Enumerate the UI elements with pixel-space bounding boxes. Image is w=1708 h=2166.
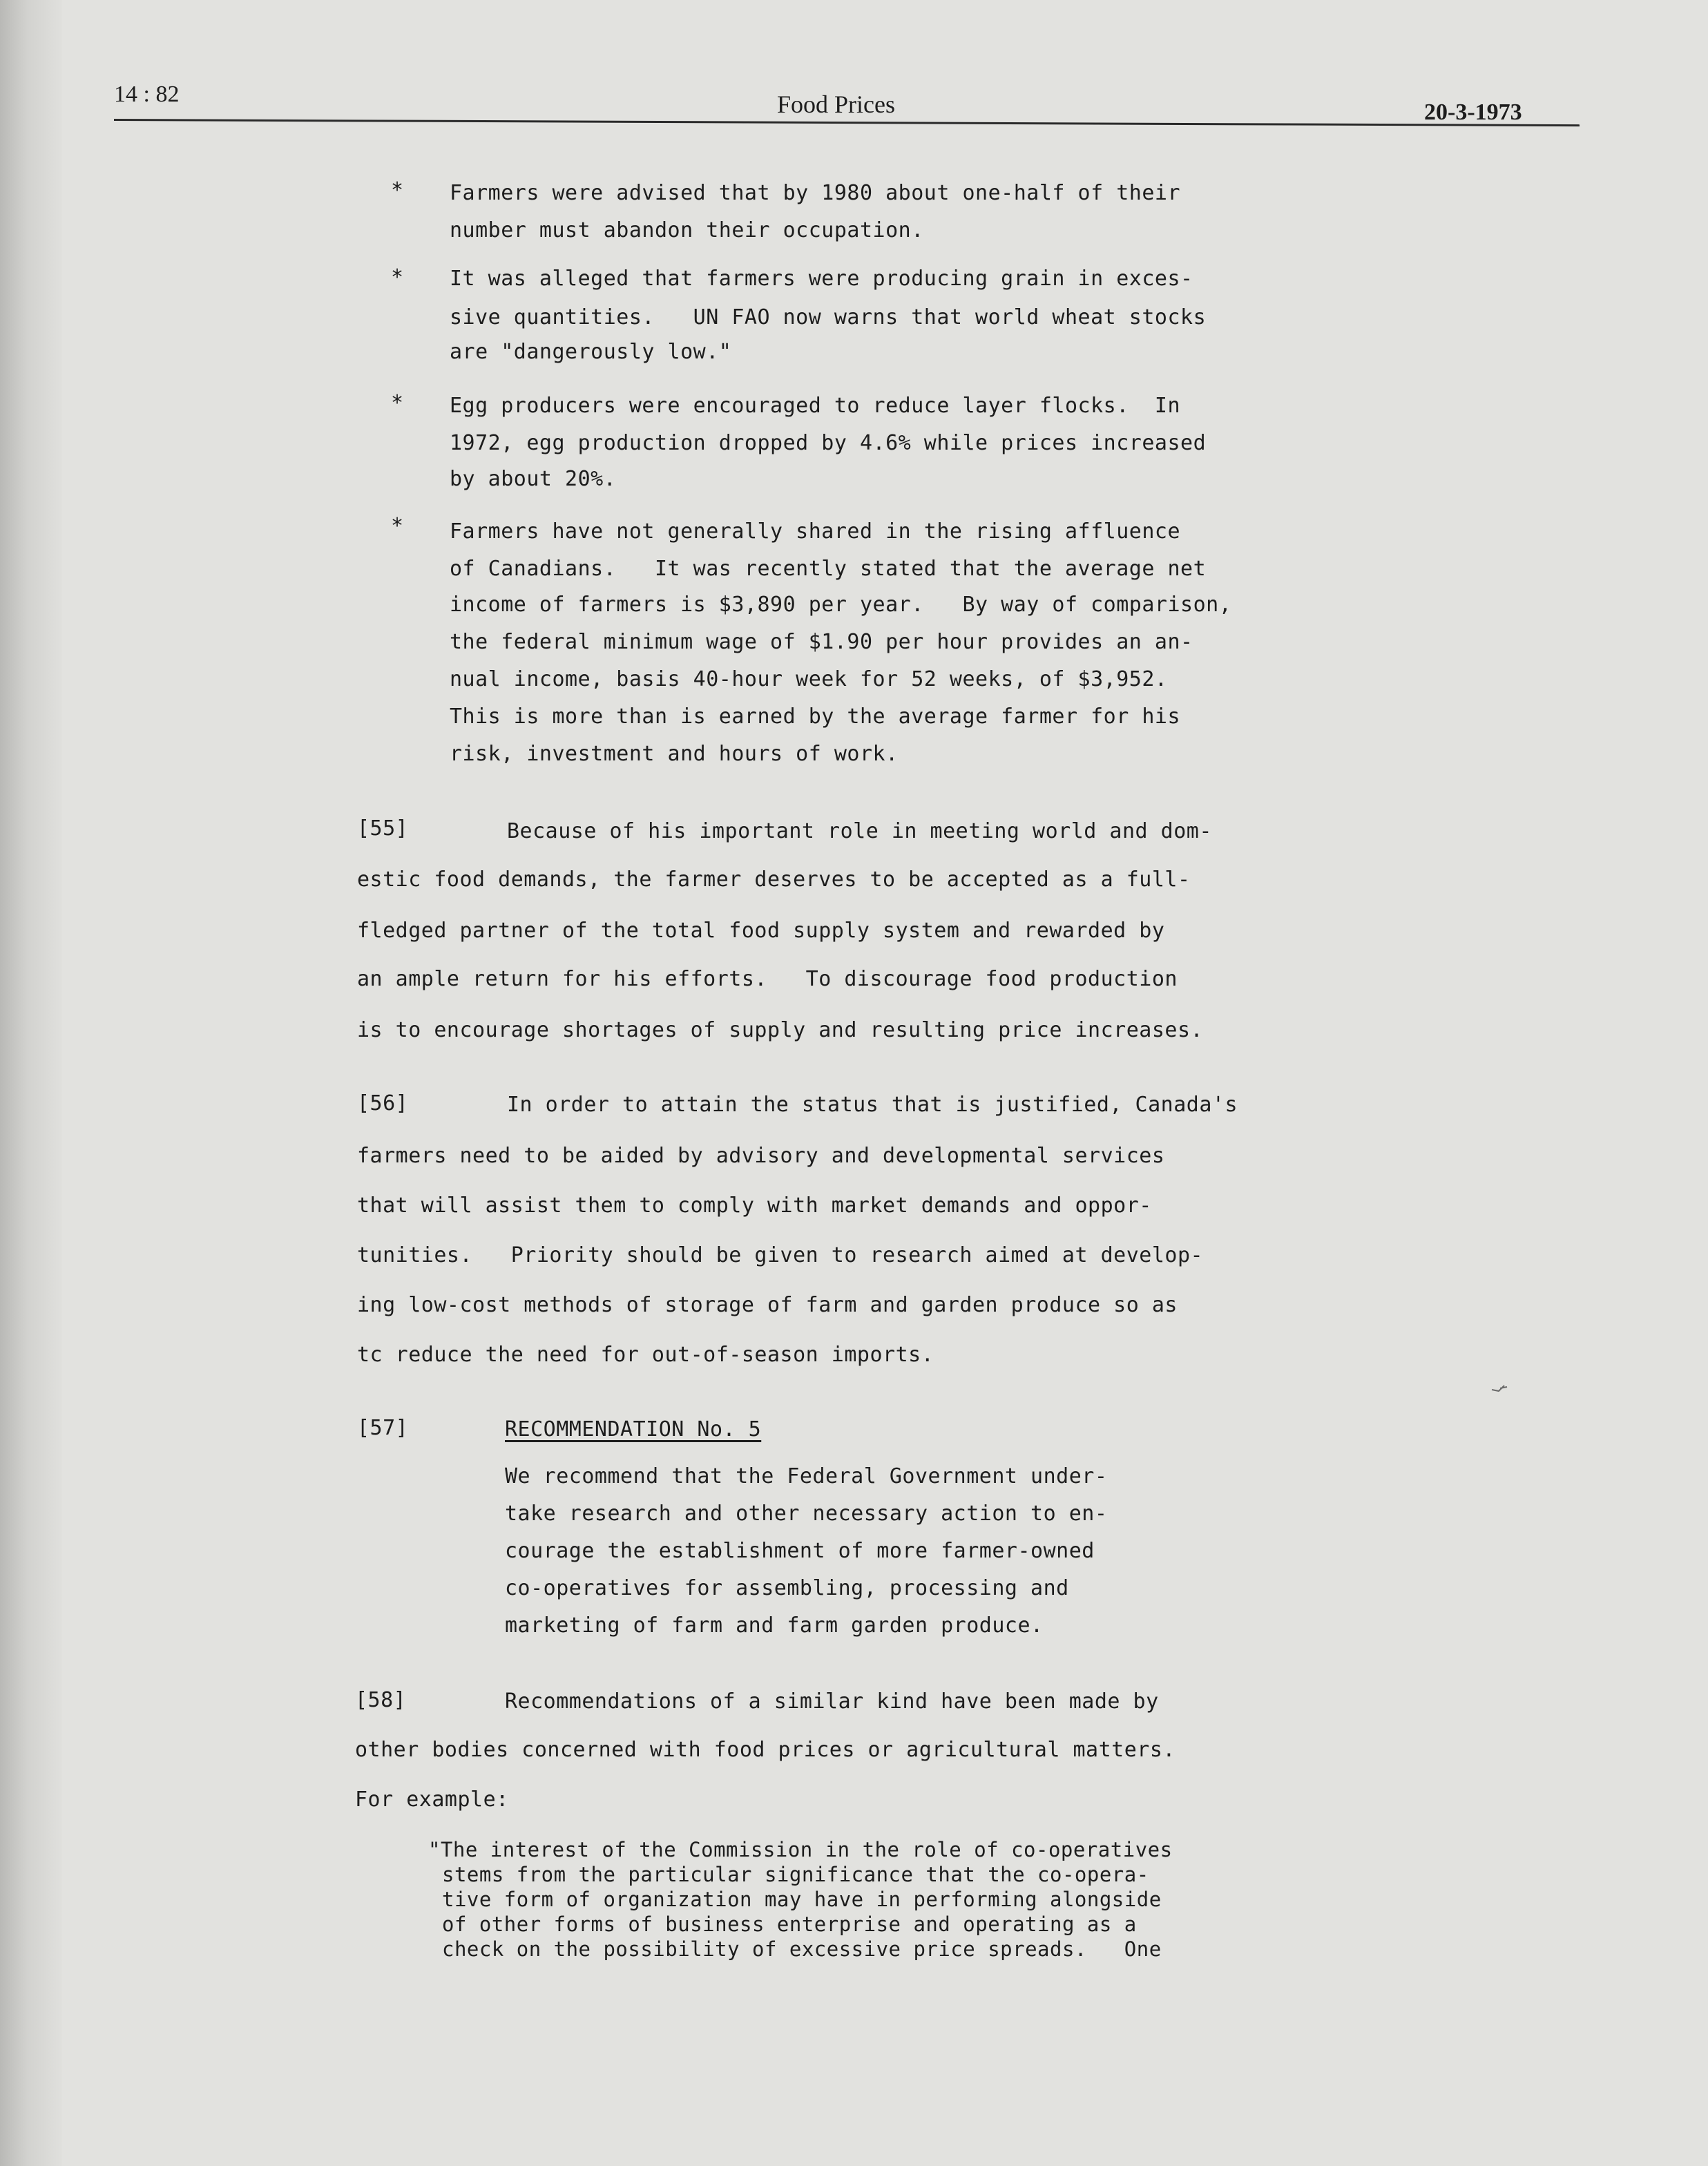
- paragraph-line: tunities. Priority should be given to research aimed at develop-: [357, 1243, 1204, 1267]
- document-page: [62, 0, 1708, 2166]
- paragraph-number: [55]: [357, 816, 409, 841]
- paragraph-line: fledged partner of the total food supply system and rewarded by: [357, 919, 1165, 943]
- stray-mark-icon: [1490, 1381, 1511, 1395]
- bullet-line: risk, investment and hours of work.: [450, 742, 899, 766]
- paragraph-line: Recommendations of a similar kind have been made by: [505, 1689, 1159, 1714]
- paragraph-line: other bodies concerned with food prices or agricultural matters.: [355, 1738, 1176, 1762]
- bullet-line: 1972, egg production dropped by 4.6% while prices increased: [450, 431, 1207, 455]
- recommendation-line: marketing of farm and farm garden produce.: [505, 1613, 1044, 1638]
- bullet-line: are "dangerously low.": [450, 340, 732, 364]
- recommendation-line: co-operatives for assembling, processing and: [505, 1576, 1069, 1600]
- quote-line: stems from the particular significance that the co-opera-: [442, 1863, 1149, 1886]
- running-title: Food Prices: [777, 90, 895, 118]
- bullet-line: This is more than is earned by the average farmer for his: [450, 705, 1181, 729]
- bullet-line: by about 20%.: [450, 467, 617, 491]
- paragraph-line: Because of his important role in meeting world and dom-: [507, 819, 1212, 843]
- bullet-line: of Canadians. It was recently stated that the average net: [450, 557, 1207, 581]
- recommendation-line: We recommend that the Federal Government under-: [505, 1464, 1108, 1488]
- header-rule: [114, 119, 1580, 126]
- bullet-marker: *: [391, 391, 404, 415]
- bullet-line: income of farmers is $3,890 per year. By way of comparison,: [450, 593, 1232, 617]
- recommendation-line: courage the establishment of more farmer-owned: [505, 1539, 1095, 1563]
- bullet-line: Egg producers were encouraged to reduce layer flocks. In: [450, 394, 1181, 418]
- bullet-line: Farmers were advised that by 1980 about one-half of their: [450, 181, 1181, 205]
- page-number: 14 : 82: [114, 82, 180, 107]
- quote-line: of other forms of business enterprise and operating as a: [442, 1913, 1137, 1936]
- page-binding-shadow: [0, 0, 62, 2166]
- bullet-marker: *: [391, 265, 404, 289]
- bullet-line: sive quantities. UN FAO now warns that world wheat stocks: [450, 305, 1207, 329]
- paragraph-number: [58]: [355, 1688, 407, 1712]
- paragraph-line: ing low-cost methods of storage of farm and garden produce so as: [357, 1293, 1178, 1317]
- bullet-line: nual income, basis 40-hour week for 52 weeks, of $3,952.: [450, 667, 1168, 691]
- paragraph-number: [57]: [357, 1416, 409, 1440]
- bullet-marker: *: [391, 178, 404, 202]
- bullet-line: It was alleged that farmers were producing grain in exces-: [450, 267, 1193, 291]
- bullet-line: Farmers have not generally shared in the rising affluence: [450, 519, 1181, 544]
- bullet-line: number must abandon their occupation.: [450, 218, 924, 242]
- paragraph-line: farmers need to be aided by advisory and developmental services: [357, 1144, 1165, 1168]
- paragraph-line: that will assist them to comply with market demands and oppor-: [357, 1194, 1152, 1218]
- quote-line: tive form of organization may have in performing alongside: [442, 1888, 1162, 1911]
- paragraph-line: tc reduce the need for out-of-season imports.: [357, 1343, 934, 1367]
- header-date: 20-3-1973: [1424, 99, 1522, 125]
- quote-line: "The interest of the Commission in the role of co-operatives: [428, 1838, 1173, 1861]
- bullet-marker: *: [391, 514, 404, 538]
- paragraph-number: [56]: [357, 1091, 409, 1115]
- paragraph-line: estic food demands, the farmer deserves to be accepted as a full-: [357, 868, 1191, 892]
- paragraph-line: is to encourage shortages of supply and resulting price increases.: [357, 1018, 1204, 1042]
- paragraph-line: For example:: [355, 1788, 509, 1812]
- recommendation-heading: RECOMMENDATION No. 5: [505, 1417, 762, 1441]
- recommendation-line: take research and other necessary action to en-: [505, 1502, 1108, 1526]
- quote-line: check on the possibility of excessive price spreads. One: [442, 1937, 1162, 1961]
- paragraph-line: In order to attain the status that is justified, Canada's: [507, 1093, 1238, 1117]
- paragraph-line: an ample return for his efforts. To discourage food production: [357, 967, 1178, 991]
- bullet-line: the federal minimum wage of $1.90 per hour provides an an-: [450, 630, 1193, 654]
